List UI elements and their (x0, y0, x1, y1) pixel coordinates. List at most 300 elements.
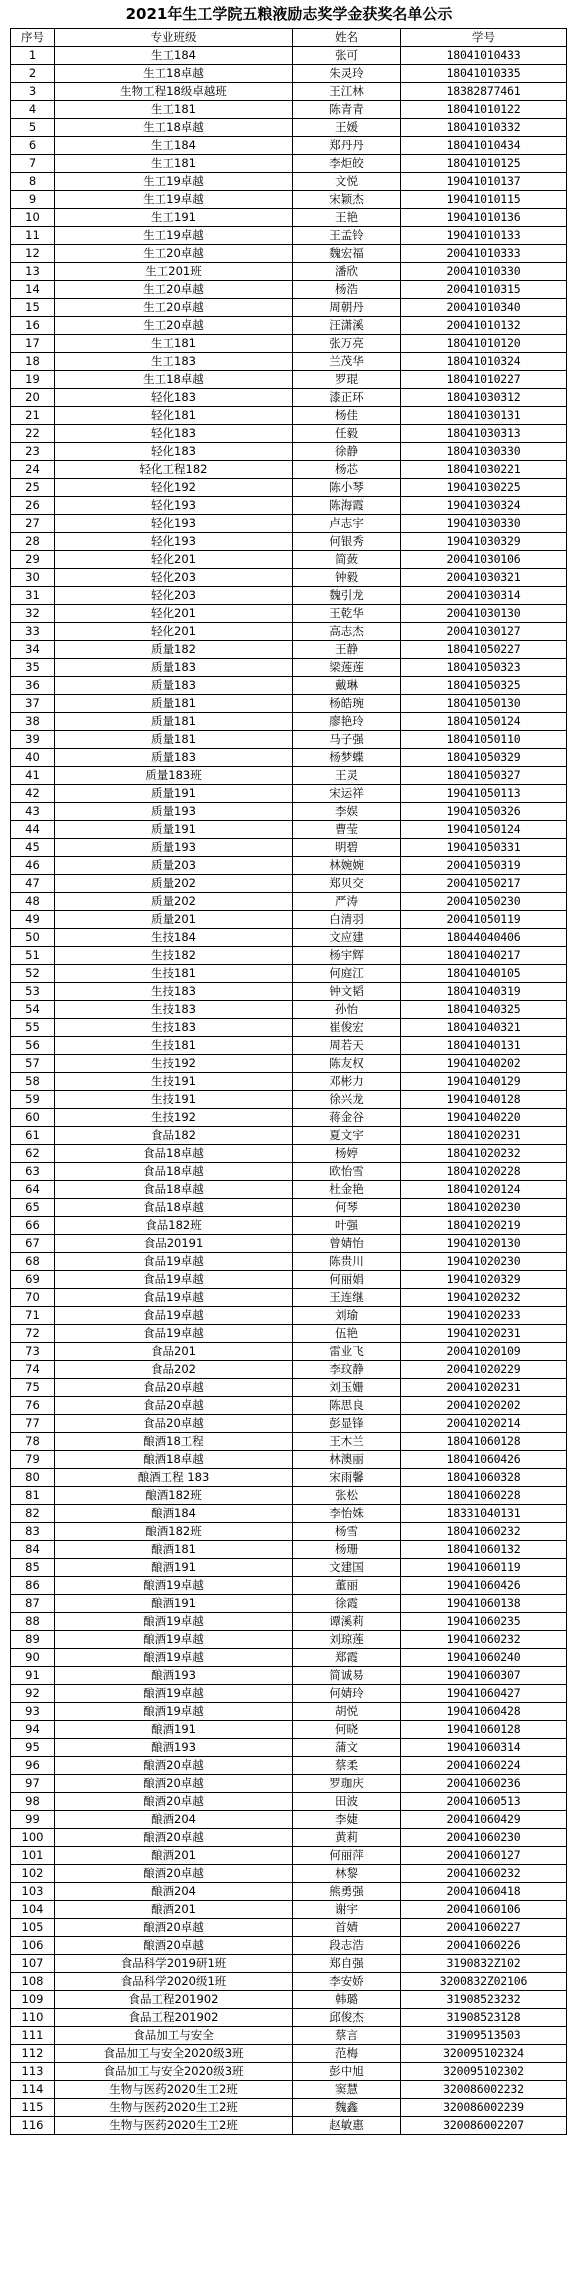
table-row (11, 1037, 567, 1055)
row-student-name: 马子强 (293, 731, 401, 749)
row-class: 轻化192 (55, 479, 293, 497)
row-student-name: 魏引龙 (293, 587, 401, 605)
row-index: 11 (11, 227, 55, 245)
row-index: 71 (11, 1307, 55, 1325)
row-student-id: 19041010115 (401, 191, 567, 209)
row-student-id: 18041030313 (401, 425, 567, 443)
row-class: 食品19卓越 (55, 1325, 293, 1343)
row-class: 生技183 (55, 1019, 293, 1037)
row-class: 质量181 (55, 695, 293, 713)
table-row (11, 1235, 567, 1253)
row-student-name: 罗珈庆 (293, 1775, 401, 1793)
row-class: 生技182 (55, 947, 293, 965)
row-student-name: 杨雪 (293, 1523, 401, 1541)
row-student-name: 何银秀 (293, 533, 401, 551)
row-student-id: 20041060227 (401, 1919, 567, 1937)
row-index: 62 (11, 1145, 55, 1163)
row-index: 28 (11, 533, 55, 551)
row-student-id: 19041060428 (401, 1703, 567, 1721)
row-class: 生工18卓越 (55, 65, 293, 83)
table-row (11, 1289, 567, 1307)
row-class: 食品20卓越 (55, 1415, 293, 1433)
table-row (11, 1829, 567, 1847)
row-student-name: 李怡姝 (293, 1505, 401, 1523)
row-student-name: 王孟铃 (293, 227, 401, 245)
row-index: 116 (11, 2117, 55, 2135)
table-row (11, 1937, 567, 1955)
table-row (11, 839, 567, 857)
row-student-name: 欧怡雪 (293, 1163, 401, 1181)
row-student-name: 宋颖杰 (293, 191, 401, 209)
page-title: 2021年生工学院五粮液励志奖学金获奖名单公示 (125, 5, 453, 23)
table-row (11, 1703, 567, 1721)
row-index: 80 (11, 1469, 55, 1487)
table-row (11, 191, 567, 209)
row-student-name: 杜金艳 (293, 1181, 401, 1199)
row-student-id: 19041010133 (401, 227, 567, 245)
row-index: 15 (11, 299, 55, 317)
table-row (11, 731, 567, 749)
row-student-name: 杨浩 (293, 281, 401, 299)
row-student-name: 张松 (293, 1487, 401, 1505)
row-class: 轻化193 (55, 515, 293, 533)
row-index: 89 (11, 1631, 55, 1649)
row-student-id: 19041060427 (401, 1685, 567, 1703)
row-class: 轻化193 (55, 497, 293, 515)
row-class: 质量191 (55, 821, 293, 839)
table-row (11, 983, 567, 1001)
row-student-id: 18041010335 (401, 65, 567, 83)
row-index: 78 (11, 1433, 55, 1451)
row-index: 66 (11, 1217, 55, 1235)
row-student-name: 段志浩 (293, 1937, 401, 1955)
table-row (11, 533, 567, 551)
row-student-id: 20041010330 (401, 263, 567, 281)
row-class: 食品加工与安全2020级3班 (55, 2045, 293, 2063)
table-row (11, 1721, 567, 1739)
row-class: 生物与医药2020生工2班 (55, 2099, 293, 2117)
row-index: 49 (11, 911, 55, 929)
row-student-id: 20041060513 (401, 1793, 567, 1811)
row-student-id: 20041050230 (401, 893, 567, 911)
row-class: 食品202 (55, 1361, 293, 1379)
table-row (11, 155, 567, 173)
row-class: 酿酒201 (55, 1901, 293, 1919)
table-row (11, 1523, 567, 1541)
table-row (11, 767, 567, 785)
row-index: 4 (11, 101, 55, 119)
table-row (11, 929, 567, 947)
row-index: 24 (11, 461, 55, 479)
row-student-id: 19041020329 (401, 1271, 567, 1289)
row-student-name: 杨皓琬 (293, 695, 401, 713)
row-student-name: 胡悦 (293, 1703, 401, 1721)
row-student-id: 18041050329 (401, 749, 567, 767)
row-index: 56 (11, 1037, 55, 1055)
table-row (11, 227, 567, 245)
row-student-id: 18041040105 (401, 965, 567, 983)
row-student-name: 魏鑫 (293, 2099, 401, 2117)
row-index: 60 (11, 1109, 55, 1127)
table-row (11, 1865, 567, 1883)
row-student-id: 19041010137 (401, 173, 567, 191)
row-class: 酿酒20卓越 (55, 1757, 293, 1775)
row-student-id: 18041060328 (401, 1469, 567, 1487)
row-student-name: 白清羽 (293, 911, 401, 929)
row-student-name: 钟文韬 (293, 983, 401, 1001)
row-index: 50 (11, 929, 55, 947)
row-index: 73 (11, 1343, 55, 1361)
row-student-name: 邱俊杰 (293, 2009, 401, 2027)
row-index: 67 (11, 1235, 55, 1253)
table-row (11, 47, 567, 65)
row-class: 酿酒工程 183 (55, 1469, 293, 1487)
row-student-name: 漆正环 (293, 389, 401, 407)
row-student-name: 罗琨 (293, 371, 401, 389)
row-index: 3 (11, 83, 55, 101)
row-student-id: 18041050227 (401, 641, 567, 659)
row-student-id: 18041020228 (401, 1163, 567, 1181)
row-student-id: 18041050325 (401, 677, 567, 695)
row-class: 酿酒20卓越 (55, 1793, 293, 1811)
row-index: 46 (11, 857, 55, 875)
row-class: 生工184 (55, 47, 293, 65)
row-student-id: 19041060426 (401, 1577, 567, 1595)
table-row (11, 947, 567, 965)
table-row (11, 1343, 567, 1361)
row-class: 酿酒20卓越 (55, 1937, 293, 1955)
table-row (11, 1379, 567, 1397)
row-student-name: 熊勇强 (293, 1883, 401, 1901)
row-class: 生技191 (55, 1091, 293, 1109)
row-index: 81 (11, 1487, 55, 1505)
row-class: 质量181 (55, 731, 293, 749)
table-row (11, 1361, 567, 1379)
roster-table (10, 28, 567, 2135)
row-index: 22 (11, 425, 55, 443)
row-class: 食品18卓越 (55, 1145, 293, 1163)
table-row (11, 479, 567, 497)
row-index: 54 (11, 1001, 55, 1019)
row-student-name: 何琴 (293, 1199, 401, 1217)
row-student-name: 王艳 (293, 209, 401, 227)
row-student-name: 王江林 (293, 83, 401, 101)
row-student-name: 李炬皎 (293, 155, 401, 173)
row-index: 53 (11, 983, 55, 1001)
row-index: 18 (11, 353, 55, 371)
row-student-name: 何晓 (293, 1721, 401, 1739)
row-index: 27 (11, 515, 55, 533)
row-student-id: 18041030330 (401, 443, 567, 461)
row-student-id: 31909513503 (401, 2027, 567, 2045)
row-student-id: 20041050119 (401, 911, 567, 929)
row-student-id: 18041010332 (401, 119, 567, 137)
row-index: 37 (11, 695, 55, 713)
row-student-name: 文建国 (293, 1559, 401, 1577)
row-student-name: 王灵 (293, 767, 401, 785)
row-student-name: 钟毅 (293, 569, 401, 587)
row-student-name: 高志杰 (293, 623, 401, 641)
row-student-id: 320086002239 (401, 2099, 567, 2117)
row-class: 食品201 (55, 1343, 293, 1361)
row-class: 食品19卓越 (55, 1253, 293, 1271)
row-index: 25 (11, 479, 55, 497)
table-row (11, 1145, 567, 1163)
row-student-id: 19041050113 (401, 785, 567, 803)
row-index: 61 (11, 1127, 55, 1145)
row-index: 5 (11, 119, 55, 137)
row-student-name: 何婧玲 (293, 1685, 401, 1703)
row-index: 16 (11, 317, 55, 335)
row-index: 82 (11, 1505, 55, 1523)
row-index: 84 (11, 1541, 55, 1559)
row-class: 质量203 (55, 857, 293, 875)
row-student-id: 18041010125 (401, 155, 567, 173)
row-student-id: 18041060232 (401, 1523, 567, 1541)
table-row (11, 1253, 567, 1271)
row-student-name: 何丽娟 (293, 1271, 401, 1289)
row-class: 食品19卓越 (55, 1289, 293, 1307)
row-student-id: 18041020230 (401, 1199, 567, 1217)
row-class: 生技181 (55, 965, 293, 983)
row-class: 生技192 (55, 1055, 293, 1073)
row-index: 92 (11, 1685, 55, 1703)
row-student-id: 18331040131 (401, 1505, 567, 1523)
row-index: 114 (11, 2081, 55, 2099)
row-student-name: 杨珊 (293, 1541, 401, 1559)
row-student-id: 19041060138 (401, 1595, 567, 1613)
row-class: 食品20191 (55, 1235, 293, 1253)
row-student-name: 彭中旭 (293, 2063, 401, 2081)
row-student-name: 汪潇溪 (293, 317, 401, 335)
row-student-name: 李娱 (293, 803, 401, 821)
row-student-name: 杨佳 (293, 407, 401, 425)
row-student-id: 20041050217 (401, 875, 567, 893)
row-class: 生工20卓越 (55, 317, 293, 335)
table-row (11, 1433, 567, 1451)
table-row (11, 65, 567, 83)
row-student-id: 18041040319 (401, 983, 567, 1001)
row-student-name: 宋运祥 (293, 785, 401, 803)
row-student-id: 20041020109 (401, 1343, 567, 1361)
row-index: 33 (11, 623, 55, 641)
row-index: 19 (11, 371, 55, 389)
row-index: 45 (11, 839, 55, 857)
table-row (11, 1181, 567, 1199)
row-class: 食品182班 (55, 1217, 293, 1235)
row-student-id: 18382877461 (401, 83, 567, 101)
row-student-id: 19041040129 (401, 1073, 567, 1091)
row-student-name: 陈友权 (293, 1055, 401, 1073)
row-student-id: 18041050110 (401, 731, 567, 749)
row-class: 酿酒182班 (55, 1487, 293, 1505)
row-index: 38 (11, 713, 55, 731)
row-class: 食品工程201902 (55, 2009, 293, 2027)
row-class: 酿酒20卓越 (55, 1775, 293, 1793)
row-student-id: 18041060128 (401, 1433, 567, 1451)
table-row (11, 335, 567, 353)
row-student-id: 20041060230 (401, 1829, 567, 1847)
row-class: 酿酒20卓越 (55, 1865, 293, 1883)
table-row (11, 2063, 567, 2081)
table-row (11, 1775, 567, 1793)
row-student-name: 梁莲莲 (293, 659, 401, 677)
row-student-id: 19041030324 (401, 497, 567, 515)
row-index: 105 (11, 1919, 55, 1937)
row-class: 轻化181 (55, 407, 293, 425)
table-row (11, 1613, 567, 1631)
row-student-name: 窦慧 (293, 2081, 401, 2099)
row-index: 31 (11, 587, 55, 605)
row-student-id: 20041030130 (401, 605, 567, 623)
row-index: 52 (11, 965, 55, 983)
table-row (11, 2045, 567, 2063)
table-row (11, 1055, 567, 1073)
row-student-id: 18041020219 (401, 1217, 567, 1235)
row-index: 29 (11, 551, 55, 569)
table-row (11, 119, 567, 137)
row-student-name: 张万亮 (293, 335, 401, 353)
row-index: 30 (11, 569, 55, 587)
row-student-name: 田波 (293, 1793, 401, 1811)
row-student-name: 王媛 (293, 119, 401, 137)
row-class: 酿酒191 (55, 1559, 293, 1577)
row-student-id: 20041030106 (401, 551, 567, 569)
row-class: 生工18卓越 (55, 119, 293, 137)
row-class: 酿酒191 (55, 1721, 293, 1739)
row-student-name: 陈小琴 (293, 479, 401, 497)
row-student-name: 李玟静 (293, 1361, 401, 1379)
table-row (11, 821, 567, 839)
row-index: 10 (11, 209, 55, 227)
table-row (11, 407, 567, 425)
row-class: 食品科学2019研1班 (55, 1955, 293, 1973)
row-class: 生技183 (55, 983, 293, 1001)
row-index: 36 (11, 677, 55, 695)
row-student-id: 20041020214 (401, 1415, 567, 1433)
row-student-id: 19041060314 (401, 1739, 567, 1757)
row-class: 质量183班 (55, 767, 293, 785)
row-student-id: 19041020233 (401, 1307, 567, 1325)
row-class: 酿酒19卓越 (55, 1631, 293, 1649)
row-student-name: 廖艳玲 (293, 713, 401, 731)
table-row (11, 137, 567, 155)
row-class: 轻化193 (55, 533, 293, 551)
row-class: 轻化201 (55, 605, 293, 623)
row-class: 酿酒19卓越 (55, 1685, 293, 1703)
row-class: 食品科学2020级1班 (55, 1973, 293, 1991)
header-row (11, 29, 567, 47)
row-index: 51 (11, 947, 55, 965)
row-class: 生工20卓越 (55, 281, 293, 299)
row-student-id: 20041020231 (401, 1379, 567, 1397)
table-row (11, 1739, 567, 1757)
table-row (11, 659, 567, 677)
row-index: 99 (11, 1811, 55, 1829)
row-class: 酿酒18工程 (55, 1433, 293, 1451)
row-index: 39 (11, 731, 55, 749)
row-index: 115 (11, 2099, 55, 2117)
row-index: 17 (11, 335, 55, 353)
header-class: 专业班级 (55, 29, 293, 47)
row-student-name: 周若天 (293, 1037, 401, 1055)
row-student-id: 19041020231 (401, 1325, 567, 1343)
row-index: 55 (11, 1019, 55, 1037)
row-student-id: 320095102324 (401, 2045, 567, 2063)
row-student-id: 20041030127 (401, 623, 567, 641)
header-name: 姓名 (293, 29, 401, 47)
row-index: 43 (11, 803, 55, 821)
table-row (11, 353, 567, 371)
row-student-name: 蔡言 (293, 2027, 401, 2045)
row-student-id: 18041040325 (401, 1001, 567, 1019)
row-student-name: 徐静 (293, 443, 401, 461)
row-index: 26 (11, 497, 55, 515)
row-class: 生工181 (55, 155, 293, 173)
table-row (11, 605, 567, 623)
row-index: 40 (11, 749, 55, 767)
table-row (11, 1415, 567, 1433)
table-row (11, 443, 567, 461)
row-student-name: 王木兰 (293, 1433, 401, 1451)
row-index: 83 (11, 1523, 55, 1541)
row-index: 76 (11, 1397, 55, 1415)
table-row (11, 1307, 567, 1325)
row-student-name: 蔡柔 (293, 1757, 401, 1775)
table-row (11, 1901, 567, 1919)
row-student-name: 郑霞 (293, 1649, 401, 1667)
table-row (11, 1019, 567, 1037)
row-student-name: 文悦 (293, 173, 401, 191)
row-index: 44 (11, 821, 55, 839)
row-index: 59 (11, 1091, 55, 1109)
row-student-name: 雷业飞 (293, 1343, 401, 1361)
row-student-id: 19041060240 (401, 1649, 567, 1667)
table-row (11, 875, 567, 893)
row-index: 69 (11, 1271, 55, 1289)
row-index: 93 (11, 1703, 55, 1721)
row-class: 生工181 (55, 335, 293, 353)
row-index: 79 (11, 1451, 55, 1469)
row-student-name: 简蔹 (293, 551, 401, 569)
row-index: 74 (11, 1361, 55, 1379)
row-student-name: 曾婧怡 (293, 1235, 401, 1253)
row-index: 86 (11, 1577, 55, 1595)
row-student-id: 18041060426 (401, 1451, 567, 1469)
row-class: 轻化183 (55, 425, 293, 443)
row-class: 酿酒201 (55, 1847, 293, 1865)
row-student-name: 谢宇 (293, 1901, 401, 1919)
table-row (11, 1919, 567, 1937)
row-class: 酿酒20卓越 (55, 1829, 293, 1847)
row-index: 57 (11, 1055, 55, 1073)
row-class: 质量191 (55, 785, 293, 803)
row-student-id: 19041060235 (401, 1613, 567, 1631)
row-student-id: 20041010315 (401, 281, 567, 299)
row-student-id: 18041010324 (401, 353, 567, 371)
row-class: 质量193 (55, 839, 293, 857)
row-class: 生技183 (55, 1001, 293, 1019)
row-student-id: 20041060106 (401, 1901, 567, 1919)
table-row (11, 1199, 567, 1217)
table-row (11, 515, 567, 533)
row-student-id: 18041030221 (401, 461, 567, 479)
row-class: 酿酒204 (55, 1811, 293, 1829)
row-class: 酿酒184 (55, 1505, 293, 1523)
row-index: 108 (11, 1973, 55, 1991)
row-student-name: 郑丹丹 (293, 137, 401, 155)
table-row (11, 263, 567, 281)
